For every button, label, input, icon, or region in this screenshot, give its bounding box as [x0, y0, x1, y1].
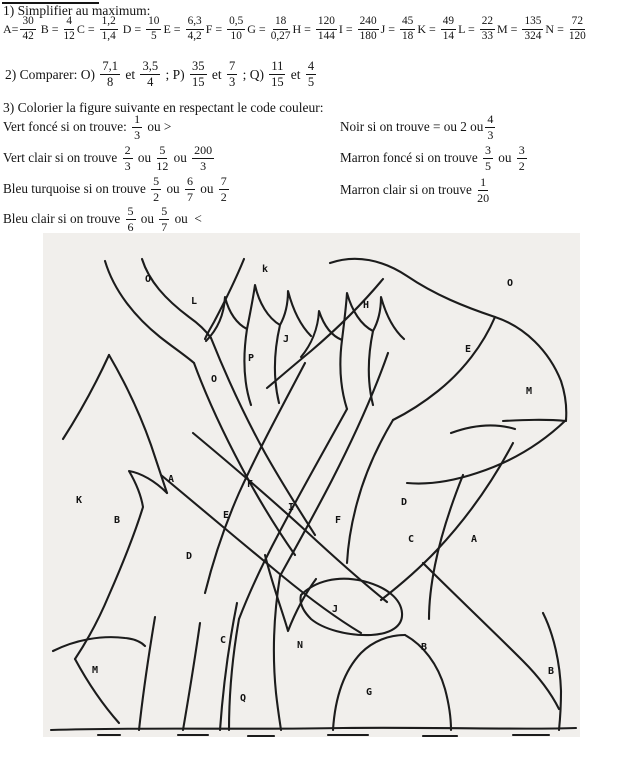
region-letter: L [191, 296, 198, 307]
fraction: $\frac{4}{5}$ [307, 59, 315, 90]
region-letter: O [211, 374, 218, 385]
region-letter: P [248, 353, 255, 364]
region-letter: B [114, 515, 121, 526]
fraction: $\frac{11}{15}$ [271, 59, 284, 90]
rule-marron-fonce [340, 143, 529, 173]
text-run: L = [458, 21, 478, 36]
exercise1-fraction-row [3, 16, 615, 43]
text-run: D = [119, 21, 145, 36]
text-run: Vert foncé si on trouve: [3, 119, 131, 134]
text-run: H = [292, 21, 314, 36]
text-run: K = [417, 21, 439, 36]
rule-vert-clair [3, 143, 216, 173]
text-run: E = [163, 21, 184, 36]
region-letter: O [145, 274, 152, 285]
region-letter: E [223, 510, 230, 521]
rule-vert-fonce [3, 112, 171, 142]
text-run: ; Q) [239, 66, 268, 82]
text-run: ou [196, 181, 217, 196]
text-run: ou [495, 150, 515, 165]
text-run: C = [76, 21, 98, 36]
fraction: $\frac{0,5}{10}$ [229, 15, 244, 42]
region-letter: A [471, 534, 478, 545]
region-letter: K [76, 495, 83, 506]
text-run: Marron clair si on trouve [340, 182, 476, 197]
region-letter: Q [240, 693, 247, 704]
fraction: $\frac{72}{120}$ [568, 15, 586, 42]
exercise2-compare-row [5, 60, 318, 89]
fraction: $\frac{35}{15}$ [192, 59, 205, 90]
region-letter: J [332, 604, 339, 615]
fraction: $\frac{3,5}{4}$ [142, 59, 159, 90]
region-letter: H [363, 300, 370, 311]
text-run: F = [205, 21, 226, 36]
fraction: $\frac{5}{2}$ [153, 173, 160, 204]
region-letter: F [247, 479, 254, 490]
text-run: et [208, 66, 225, 82]
text-run: ; P) [162, 66, 188, 82]
region-letter: D [186, 551, 193, 562]
figure-lines [51, 259, 576, 736]
region-letter: F [335, 515, 342, 526]
fraction: $\frac{240}{180}$ [359, 15, 377, 42]
fraction: $\frac{6,3}{4,2}$ [187, 15, 202, 42]
fraction: $\frac{4}{12}$ [63, 15, 75, 42]
fraction: $\frac{49}{14}$ [442, 15, 455, 42]
fraction: $\frac{120}{144}$ [317, 15, 335, 42]
rule-bleu-turquoise [3, 174, 231, 204]
fraction: $\frac{10}{5}$ [148, 15, 160, 42]
region-letter: O [507, 278, 514, 289]
fraction: $\frac{5}{6}$ [127, 203, 134, 234]
fraction: $\frac{200}{3}$ [194, 142, 213, 173]
region-letter: A [168, 474, 175, 485]
text-run: ou [137, 211, 158, 226]
fraction: $\frac{7}{2}$ [220, 173, 227, 204]
text-run: 2) Comparer: O) [5, 66, 99, 82]
text-run: B = [37, 21, 62, 36]
region-letter: k [262, 264, 269, 275]
text-run: I = [338, 21, 356, 36]
fraction: $\frac{4}{3}$ [487, 111, 494, 142]
fraction: $\frac{5}{12}$ [156, 142, 169, 173]
fraction: $\frac{18}{0,27}$ [270, 15, 291, 42]
text-run: J = [380, 21, 399, 36]
fraction: $\frac{3}{2}$ [518, 142, 525, 173]
fraction: $\frac{3}{5}$ [485, 142, 491, 173]
fraction: $\frac{2}{3}$ [124, 142, 131, 173]
region-letter: D [401, 497, 408, 508]
rule-noir [340, 112, 497, 142]
text-run: Bleu clair si on trouve [3, 211, 124, 226]
region-letter: J [283, 334, 290, 345]
text-run: A= [3, 21, 19, 36]
fraction: $\frac{45}{18}$ [402, 15, 414, 42]
fraction: $\frac{7,1}{8}$ [102, 59, 118, 90]
region-letter: M [526, 386, 533, 397]
region-letter: I [288, 502, 295, 513]
fraction: $\frac{1}{20}$ [477, 174, 490, 205]
exercise3-title: 3) Colorier la figure suivante en respectant le code couleur: [3, 100, 324, 115]
text-run: G = [247, 21, 269, 36]
region-letter: B [421, 642, 428, 653]
text-run: Bleu turquoise si on trouve [3, 181, 150, 196]
text-run: ou > [144, 119, 172, 134]
region-letter: B [548, 666, 555, 677]
region-letter: C [220, 635, 227, 646]
text-run: Marron foncé si on trouve [340, 150, 481, 165]
text-run: et [287, 66, 304, 82]
coloring-figure [43, 233, 580, 737]
fraction: $\frac{7}{3}$ [229, 59, 236, 90]
text-run: ou [170, 150, 191, 165]
text-run: Noir si on trouve = ou 2 ou [340, 119, 484, 134]
region-letter: M [92, 665, 99, 676]
fraction: $\frac{6}{7}$ [186, 173, 193, 204]
text-run: et [121, 66, 139, 82]
text-run: ou [134, 150, 155, 165]
fraction: $\frac{1,2}{1,4}$ [101, 15, 116, 42]
coloring-figure-svg [43, 233, 580, 737]
region-letter: N [297, 640, 304, 651]
text-run: N = [545, 21, 567, 36]
rule-bleu-clair [3, 204, 202, 234]
region-letter: G [366, 687, 373, 698]
fraction: $\frac{1}{3}$ [134, 111, 141, 142]
text-run: M = [497, 21, 521, 36]
region-letter: C [408, 534, 415, 545]
text-run: ou [163, 181, 183, 196]
region-letter: E [465, 344, 472, 355]
fraction: $\frac{30}{42}$ [22, 15, 34, 42]
rule-marron-clair [340, 175, 491, 205]
fraction: $\frac{135}{324}$ [524, 15, 542, 42]
fraction: $\frac{5}{7}$ [161, 203, 168, 234]
exercise1-title: 1) Simplifier au maximum: [3, 3, 151, 18]
text-run: Vert clair si on trouve [3, 150, 121, 165]
text-run: ou < [171, 211, 202, 226]
fraction: $\frac{22}{33}$ [481, 15, 494, 42]
